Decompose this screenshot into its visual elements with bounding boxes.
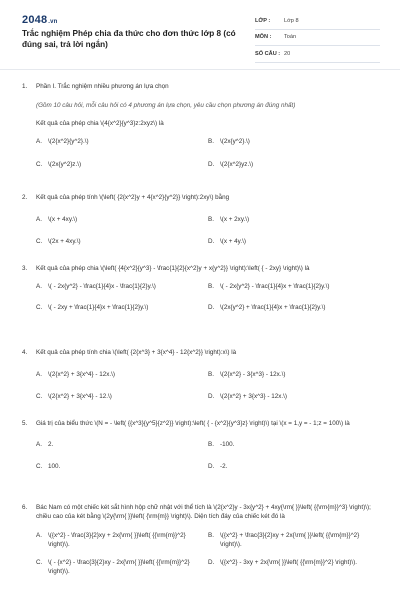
question-stem: Kết quả của phép chia \(4{x^2}{y^3}z:2xyz\) là <box>36 120 164 127</box>
option-text: \(x + 2xy.\) <box>220 216 250 223</box>
option-label: C. <box>36 559 43 566</box>
option-d[interactable] <box>208 237 380 246</box>
option-label: A. <box>36 216 42 223</box>
option-text: \({x^2} - 3xy + 2x{\rm{ }}\left( {{\rm{m}}^2} \right)\). <box>220 559 357 566</box>
question-stem: Kết quả của phép tính \(\left( {2{x^2}y + 4{x^2}{y^2}} \right):2xy\) bằng <box>36 194 230 201</box>
section-title: Phần I. Trắc nghiệm nhiều phương án lựa chọn <box>36 83 169 90</box>
option-c[interactable] <box>36 462 208 471</box>
option-c[interactable] <box>36 558 208 576</box>
option-b[interactable] <box>208 531 380 549</box>
option-b[interactable] <box>208 137 380 146</box>
question-2 <box>22 193 378 246</box>
option-text: \(x + 4y.\) <box>220 238 246 245</box>
question-number: 2. <box>22 194 28 201</box>
option-d[interactable] <box>208 160 380 169</box>
meta-key: LỚP : <box>255 17 271 24</box>
question-stem: Kết quả của phép chia \(\left( {4{x^2}{y^3} - \frac{1}{2}{x^2}y + x{y^2}} \right):\left( { - 2xy} \right)\) là <box>36 265 310 272</box>
option-label: A. <box>36 283 42 290</box>
question-stem: Kết quả của phép tính chia \(\left( {2{x^3} + 3{x^4} - 12{x^2}} \right):x\) là <box>36 349 237 356</box>
meta-row-grade <box>255 13 380 30</box>
question-1 <box>22 82 378 169</box>
option-text: \(x + 4xy.\) <box>48 216 78 223</box>
options <box>36 440 378 471</box>
option-text: \(2{x^2}yz.\) <box>220 161 254 168</box>
option-text: \(2{x^2} + 3{x^4} - 12x.\) <box>48 371 115 378</box>
site-logo[interactable] <box>22 14 58 26</box>
option-d[interactable] <box>208 392 380 401</box>
option-label: D. <box>208 238 215 245</box>
option-a[interactable] <box>36 137 208 146</box>
option-text: \( - 2xy + \frac{1}{4}x + \frac{1}{2}y.\) <box>48 304 149 311</box>
option-text: -100. <box>220 441 235 448</box>
option-label: C. <box>36 304 43 311</box>
question-6 <box>22 503 378 576</box>
option-label: A. <box>36 441 42 448</box>
option-b[interactable] <box>208 282 380 291</box>
option-text: \( - {x^2} - \frac{3}{2}xy - 2x{\rm{ }}\left( {{\rm{m}}^2} \right)\). <box>48 559 190 575</box>
option-label: B. <box>208 441 214 448</box>
option-label: C. <box>36 238 43 245</box>
option-a[interactable] <box>36 440 208 449</box>
option-label: A. <box>36 138 42 145</box>
option-c[interactable] <box>36 392 208 401</box>
option-text: \(2{x^2} - 3{x^3} - 12x.\) <box>220 371 286 378</box>
option-label: B. <box>208 371 214 378</box>
option-text: \(2{x^2}{y^2}.\) <box>48 138 89 145</box>
section-note: (Gồm 10 câu hỏi, mỗi câu hỏi có 4 phương án lựa chọn, yêu cầu chọn phương án đúng nhất) <box>36 102 296 109</box>
question-4 <box>22 348 378 401</box>
logo-suffix: .vn <box>48 19 58 25</box>
option-a[interactable] <box>36 282 208 291</box>
options <box>36 531 378 576</box>
meta-row-count <box>255 46 380 63</box>
question-stem: Giá trị của biểu thức \(N = - \left( {{x^3}{y^5}{z^2}} \right):\left( { - {x^2}{y^3}z} \right)\) tại \(x = 1,y = - 1;z = 100\) là <box>36 420 350 427</box>
meta-value: Lớp 8 <box>284 17 299 24</box>
option-text: \({x^2} + \frac{3}{2}xy + 2x{\rm{ }}\left( {{\rm{m}}^2} \right)\). <box>220 532 360 548</box>
meta-value: Toán <box>284 34 297 41</box>
option-text: \(2x{y^2}.\) <box>220 138 250 145</box>
meta-value: 20 <box>284 50 291 57</box>
meta-row-subject <box>255 30 380 47</box>
question-number: 6. <box>22 504 28 511</box>
meta-key: SỐ CÂU : <box>255 50 281 57</box>
option-text: \(2x{y^2}z.\) <box>48 161 82 168</box>
option-label: A. <box>36 532 42 539</box>
question-stem: Bác Nam có một chiếc két sắt hình hộp chữ nhật với thể tích là \(2{x^2}y - 3x{y^2} + 4xy{\rm{ }}\left( {{\rm{m}}^3} \right)\); chiều cao của két bằng \(2y{\rm{ }}\left( {\rm{m}} \right)\). Diện tích đáy của chiếc két đó là <box>36 504 371 520</box>
options <box>36 137 378 169</box>
option-a[interactable] <box>36 215 208 224</box>
option-b[interactable] <box>208 370 380 379</box>
question-3 <box>22 264 378 312</box>
option-label: D. <box>208 559 215 566</box>
option-text: 2. <box>48 441 54 448</box>
option-c[interactable] <box>36 237 208 246</box>
option-text: \(2x + 4xy.\) <box>48 238 81 245</box>
option-d[interactable] <box>208 558 380 576</box>
question-number: 4. <box>22 349 28 356</box>
question-number: 1. <box>22 83 28 90</box>
option-label: A. <box>36 371 42 378</box>
option-label: D. <box>208 161 215 168</box>
logo-text: 2048 <box>22 14 48 26</box>
question-number: 5. <box>22 420 28 427</box>
option-b[interactable] <box>208 215 380 224</box>
option-a[interactable] <box>36 370 208 379</box>
option-label: B. <box>208 283 214 290</box>
option-d[interactable] <box>208 303 380 312</box>
option-label: B. <box>208 138 214 145</box>
option-b[interactable] <box>208 440 380 449</box>
option-text: \(2{x^2} + 3{x^4} - 12.\) <box>48 393 112 400</box>
option-text: \(2x{y^2} + \frac{1}{4}x + \frac{1}{2}y.\) <box>220 304 326 311</box>
option-label: C. <box>36 393 43 400</box>
option-label: B. <box>208 532 214 539</box>
option-label: C. <box>36 161 43 168</box>
option-c[interactable] <box>36 303 208 312</box>
option-text: \( - 2x{y^2} - \frac{1}{4}x + \frac{1}{2}y.\) <box>220 283 330 290</box>
meta-key: MÔN : <box>255 34 272 41</box>
options <box>36 282 378 312</box>
option-c[interactable] <box>36 160 208 169</box>
options <box>36 215 378 246</box>
page-header <box>0 0 400 68</box>
option-text: \( - 2x{y^2} - \frac{1}{4}x - \frac{1}{2}y.\) <box>48 283 156 290</box>
question-5 <box>22 419 378 471</box>
question-number: 3. <box>22 265 28 272</box>
option-text: 100. <box>48 463 61 470</box>
header-divider <box>0 69 400 70</box>
page-title: Trắc nghiệm Phép chia đa thức cho đơn thức lớp 8 (có đúng sai, trả lời ngắn) <box>22 29 236 49</box>
quiz-meta <box>255 13 380 63</box>
option-a[interactable] <box>36 531 208 549</box>
option-text: -2. <box>220 463 228 470</box>
option-text: \({x^2} - \frac{3}{2}xy + 2x{\rm{ }}\left( {{\rm{m}}^2} \right)\). <box>48 532 186 548</box>
options <box>36 370 378 401</box>
option-label: D. <box>208 463 215 470</box>
option-label: D. <box>208 393 215 400</box>
option-label: D. <box>208 304 215 311</box>
option-label: C. <box>36 463 43 470</box>
option-label: B. <box>208 216 214 223</box>
option-text: \(2{x^2} + 3{x^3} - 12x.\) <box>220 393 287 400</box>
option-d[interactable] <box>208 462 380 471</box>
